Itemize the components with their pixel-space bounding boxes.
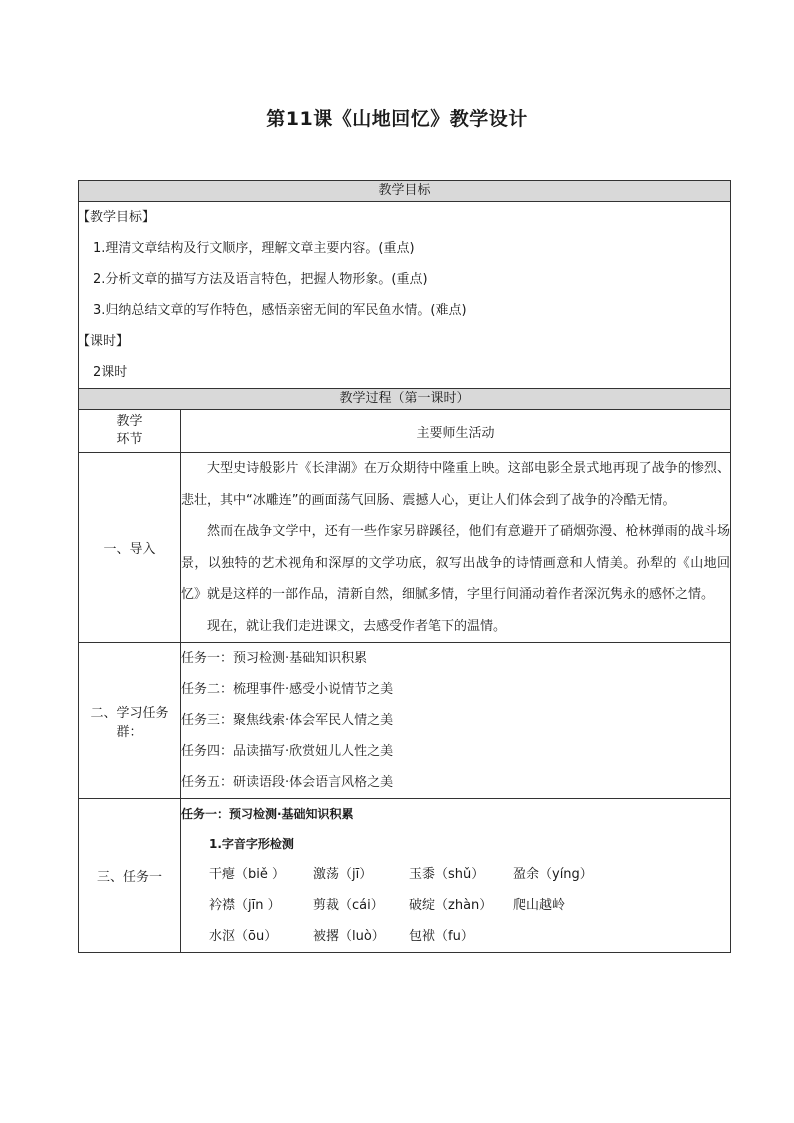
task-item-2: 任务二：梳理事件·感受小说情节之美 (181, 682, 394, 697)
word-item: 破绽（zhàn） (409, 898, 493, 913)
task-item-5: 任务五：研读语段·体会语言风格之美 (181, 775, 394, 790)
objectives-cell (79, 202, 731, 389)
column-header-stage (79, 410, 181, 453)
section-intro-name: 一、导入 (79, 453, 181, 643)
process-header: 教学过程（第一课时） (79, 389, 731, 410)
section-task1-name: 三、任务一 (79, 799, 181, 953)
section-tasks-content (181, 643, 731, 799)
word-item: 激荡（jī） (313, 867, 373, 882)
task-item-3: 任务三：聚焦线索·体会军民人情之美 (181, 713, 394, 728)
objectives-header: 教学目标 (79, 181, 731, 202)
word-item: 衿襟（jīn ） (209, 898, 281, 913)
section-tasks-name-line2: 群： (116, 724, 143, 740)
word-item: 干瘪（biě ） (209, 867, 285, 882)
section-tasks-name-line1: 二、学习任务 (90, 705, 169, 721)
section-task1-content (181, 799, 731, 953)
task1-heading: 任务一：预习检测·基础知识积累 (181, 807, 354, 821)
objective-item-2: 2.分析文章的描写方法及语言特色，把握人物形象。(重点) (93, 272, 428, 287)
objective-item-1: 1.理清文章结构及行文顺序，理解文章主要内容。(重点) (93, 241, 415, 256)
objective-item-3: 3.归纳总结文章的写作特色，感悟亲密无间的军民鱼水情。(难点) (93, 303, 467, 318)
word-item: 盈余（yíng） (513, 867, 593, 882)
intro-paragraph-1: 大型史诗般影片《长津湖》在万众期待中隆重上映。这部电影全景式地再现了战争的惨烈、悲壮，其中“冰雕连”的画面荡气回肠、震撼人心，更让人们体会到了战争的冷酷无情。 (181, 461, 731, 508)
word-item: 被撂（luò） (313, 929, 385, 944)
pronunciation-row (209, 921, 730, 952)
lesson-plan-table (78, 180, 731, 953)
word-item: 包袱（fu） (409, 929, 474, 944)
section-tasks-name (79, 643, 181, 799)
task-item-1: 任务一：预习检测·基础知识积累 (181, 651, 368, 666)
pronunciation-grid (181, 859, 730, 952)
column-header-activities: 主要师生活动 (181, 410, 731, 453)
word-item: 水沤（ōu） (209, 929, 278, 944)
word-item: 爬山越岭 (513, 898, 566, 913)
objectives-label: 【教学目标】 (77, 210, 156, 225)
section-intro-content (181, 453, 731, 643)
task-item-4: 任务四：品读描写·欣赏妞儿人性之美 (181, 744, 394, 759)
column-header-stage-line1: 教学 (116, 414, 143, 429)
hours-value: 2课时 (93, 365, 128, 380)
page-title: 第11课《山地回忆》教学设计 (266, 108, 528, 130)
intro-paragraph-2: 然而在战争文学中，还有一些作家另辟蹊径，他们有意避开了硝烟弥漫、枪林弹雨的战斗场景，以独特的艺术视角和深厚的文学功底，叙写出战争的诗情画意和人情美。孙犁的《山地回忆》就是这样的一部作品，清新自然，细腻多情，字里行间涌动着作者深沉隽永的感怀之情。 (181, 524, 731, 602)
task1-subheading: 1.字音字形检测 (209, 837, 294, 851)
pronunciation-row (209, 859, 730, 890)
hours-label: 【课时】 (77, 334, 130, 349)
intro-paragraph-3: 现在，就让我们走进课文，去感受作者笔下的温情。 (207, 618, 507, 634)
word-item: 剪裁（cái） (313, 898, 384, 913)
column-header-stage-line2: 环节 (116, 432, 143, 447)
word-item: 玉黍（shǔ） (409, 867, 485, 882)
pronunciation-row (209, 890, 730, 921)
